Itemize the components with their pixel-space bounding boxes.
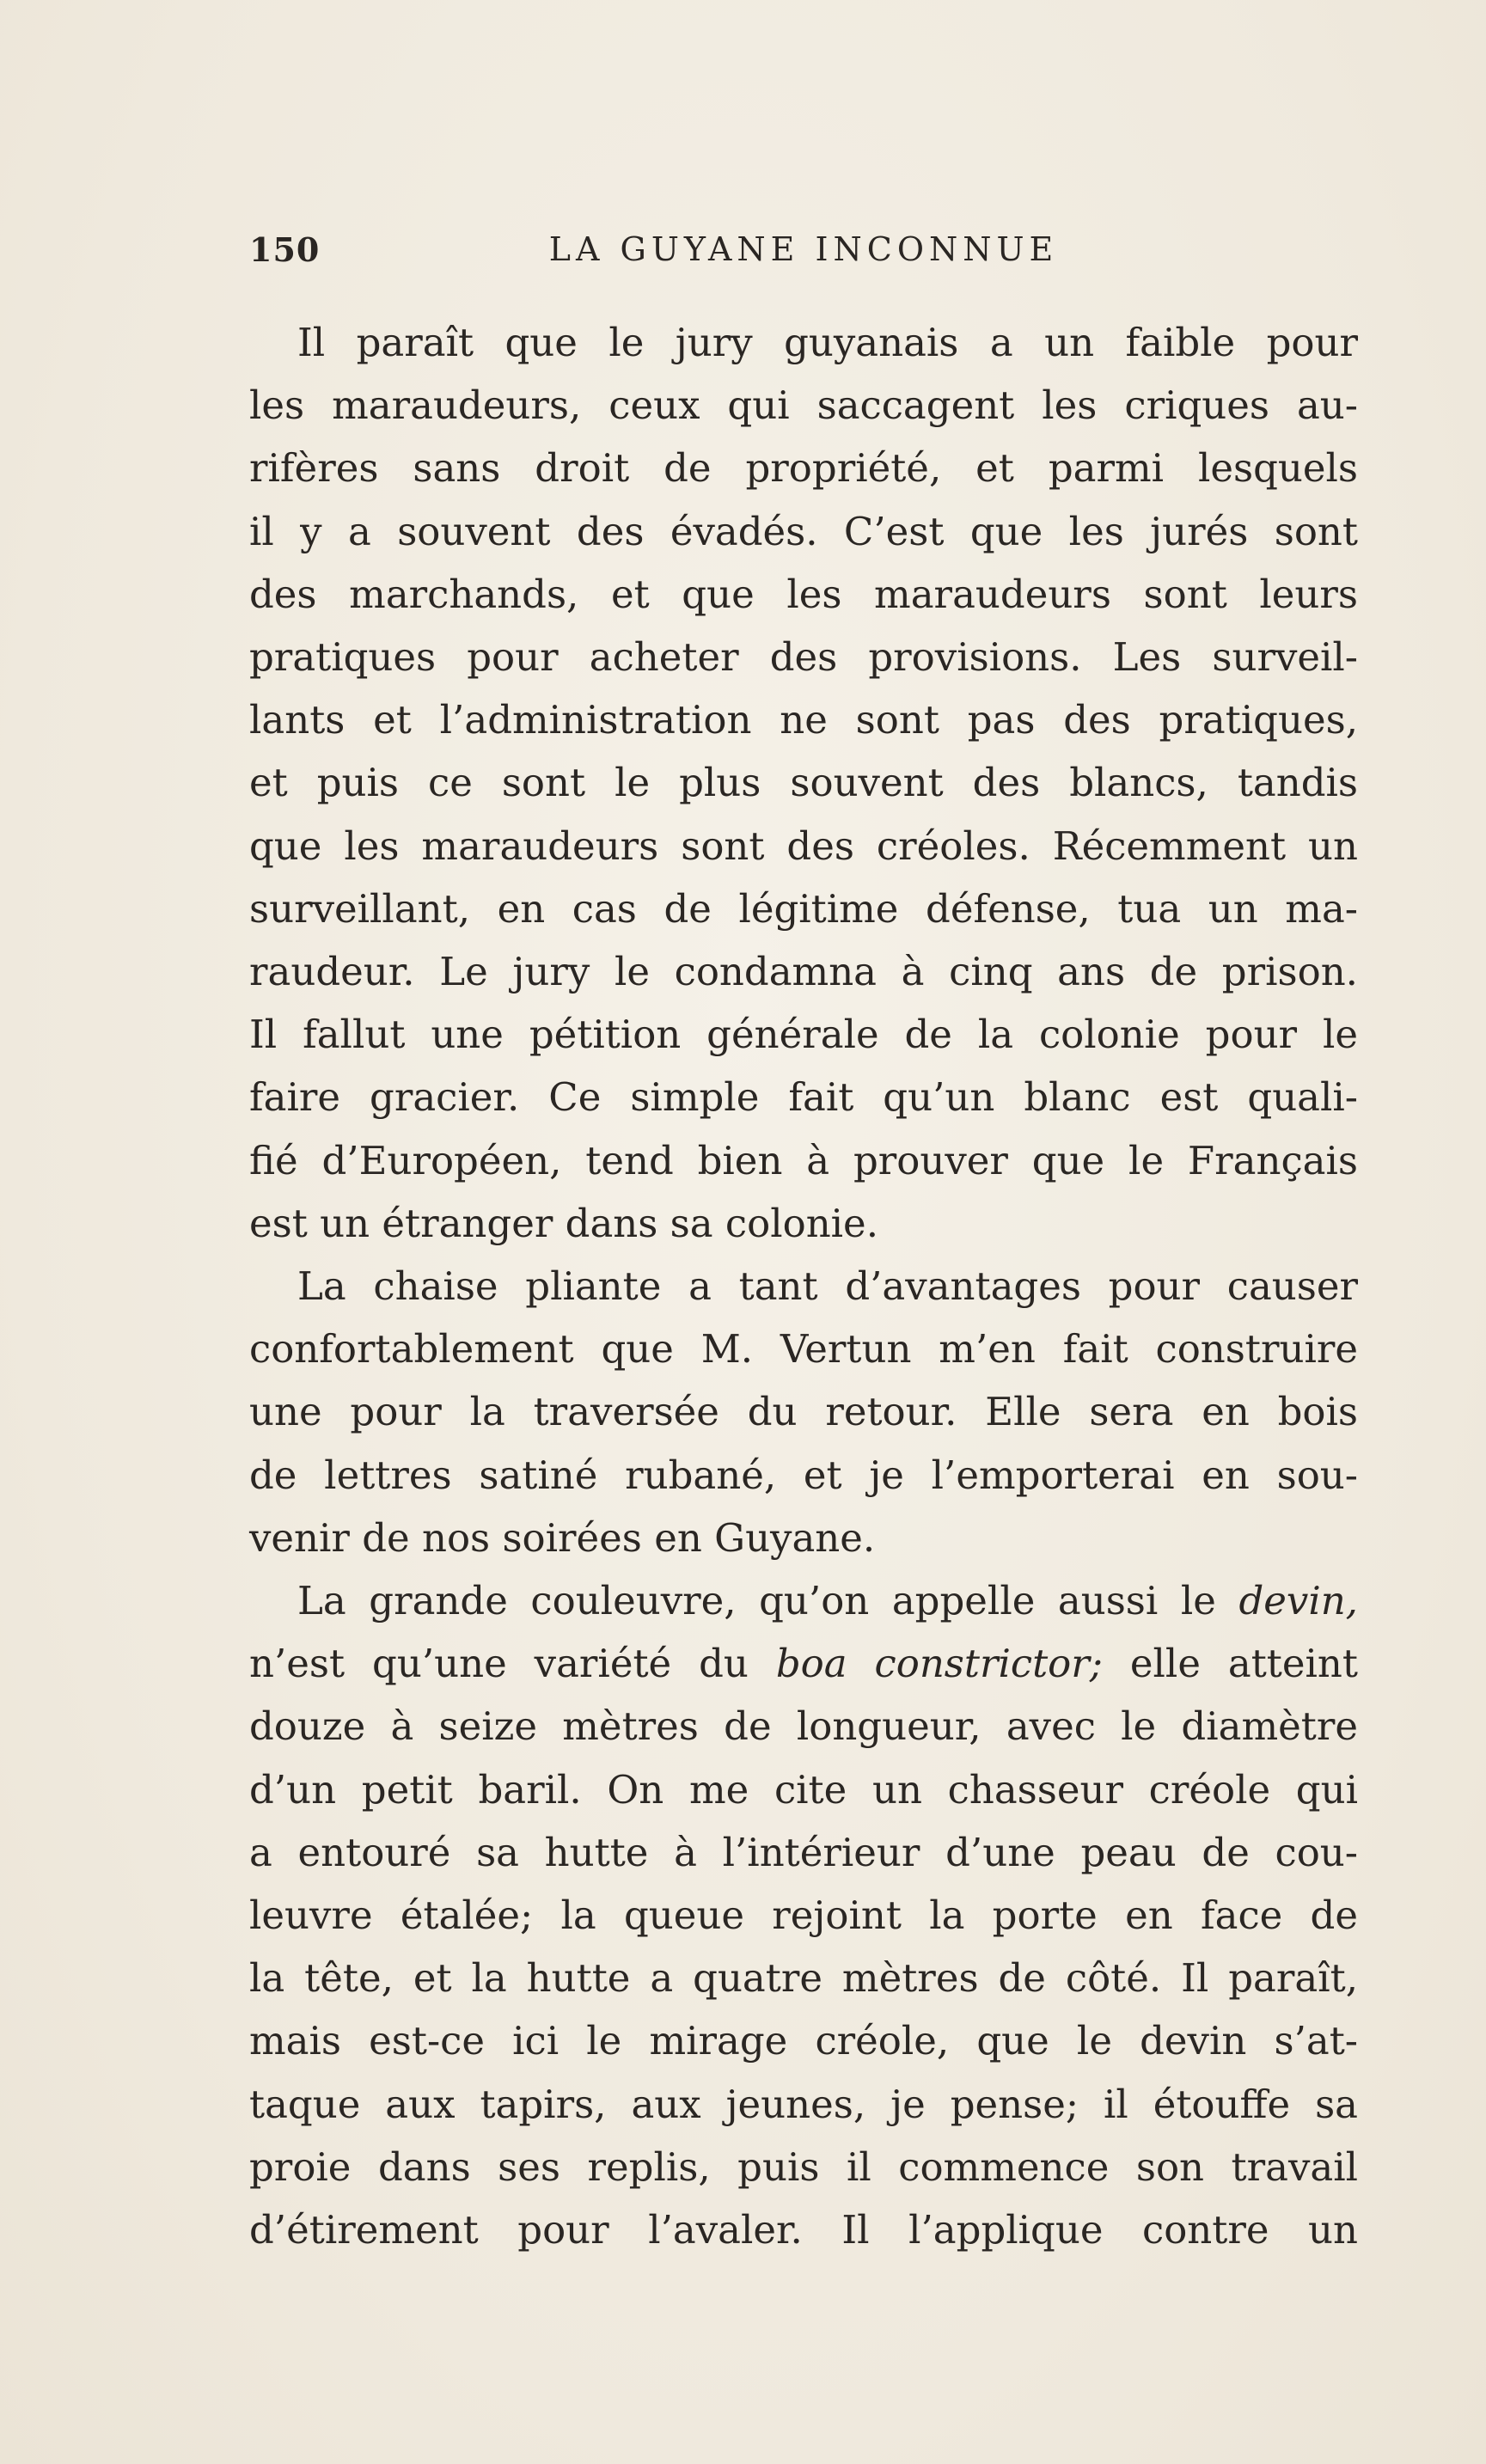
- text-line: pratiques pour acheter des provisions. Les surveil-: [249, 634, 1358, 681]
- text-line: la tête, et la hutte a quatre mètres de côté. Il paraît,: [249, 1955, 1358, 2002]
- book-title: LA GUYANE INCONNUE: [548, 230, 1059, 268]
- text-line: est un étranger dans sa colonie.: [249, 1200, 878, 1246]
- text-line: confortablement que M. Vertun m’en fait construire: [249, 1326, 1358, 1373]
- running-head: [249, 230, 1358, 282]
- text-line: rifères sans droit de propriété, et parmi lesquels: [249, 445, 1358, 492]
- text-line: douze à seize mètres de longueur, avec le diamètre: [249, 1703, 1358, 1750]
- text-line: [249, 1632, 1358, 1695]
- text-line: La chaise pliante a tant d’avantages pour causer: [297, 1263, 1358, 1310]
- text-line: fié d’Européen, tend bien à prouver que le Français: [249, 1137, 1358, 1183]
- text-line: que les maraudeurs sont des créoles. Récemment un: [249, 822, 1358, 869]
- text-run: elle atteint: [1102, 1641, 1358, 1687]
- text-line: raudeur. Le jury le condamna à cinq ans de prison.: [249, 949, 1358, 995]
- text-line: proie dans ses replis, puis il commence son travail: [249, 2143, 1358, 2190]
- text-line: des marchands, et que les maraudeurs sont leurs: [249, 571, 1358, 617]
- text-line: les maraudeurs, ceux qui saccagent les criques au-: [249, 382, 1358, 429]
- text-line: et puis ce sont le plus souvent des blancs, tandis: [249, 760, 1358, 806]
- text-line: une pour la traversée du retour. Elle sera en bois: [249, 1389, 1358, 1435]
- text-line: Il fallut une pétition générale de la colonie pour le: [249, 1012, 1358, 1058]
- paragraph: [249, 311, 1358, 1255]
- text-line: de lettres satiné rubané, et je l’emporterai en sou-: [249, 1452, 1358, 1498]
- paragraph: [249, 1569, 1358, 2261]
- body-text: [249, 311, 1358, 2261]
- text-line: d’un petit baril. On me cite un chasseur créole qui: [249, 1766, 1358, 1813]
- text-line: a entouré sa hutte à l’intérieur d’une peau de cou-: [249, 1829, 1358, 1875]
- paragraph: [249, 1255, 1358, 1569]
- text-line: lants et l’administration ne sont pas des pratiques,: [249, 697, 1358, 743]
- text-line: taque aux tapirs, aux jeunes, je pense; il étouffe sa: [249, 2081, 1358, 2127]
- italic-term: boa constrictor;: [775, 1641, 1103, 1687]
- text-line: mais est-ce ici le mirage créole, que le devin s’at-: [249, 2018, 1358, 2064]
- italic-term: devin,: [1238, 1578, 1358, 1624]
- text-run: La grande couleuvre, qu’on appelle aussi le: [297, 1578, 1239, 1624]
- text-line: surveillant, en cas de légitime défense, tua un ma-: [249, 885, 1358, 932]
- page-number: 150: [249, 230, 321, 269]
- text-line: d’étirement pour l’avaler. Il l’applique contre un: [249, 2207, 1358, 2253]
- text-line: il y a souvent des évadés. C’est que les jurés sont: [249, 508, 1358, 554]
- text-line: faire gracier. Ce simple fait qu’un blanc est quali-: [249, 1074, 1358, 1121]
- text-run: n’est qu’une variété du: [249, 1641, 776, 1687]
- text-line: leuvre étalée; la queue rejoint la porte en face de: [249, 1892, 1358, 1939]
- text-line: venir de nos soirées en Guyane.: [249, 1514, 876, 1561]
- text-line: [249, 1569, 1358, 1632]
- text-line: Il paraît que le jury guyanais a un faible pour: [297, 320, 1358, 365]
